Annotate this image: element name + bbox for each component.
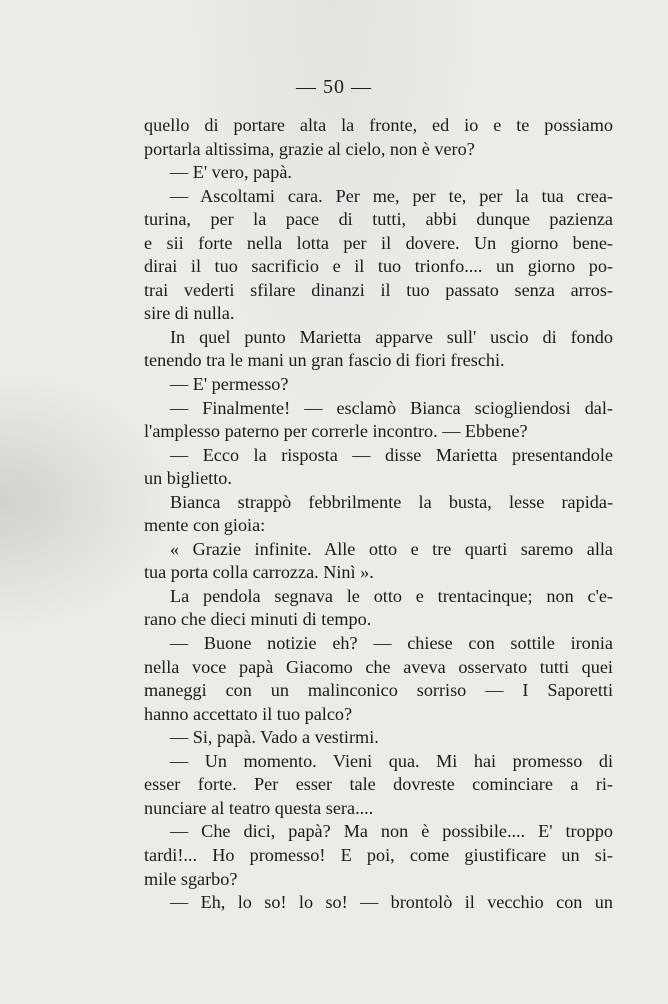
text-line: Bianca strappò febbrilmente la busta, lesse rapida-	[170, 491, 613, 512]
text-line: trai vederti sfilare dinanzi il tuo passato senza arros-	[144, 279, 613, 300]
text-line: — E' permesso?	[170, 374, 289, 395]
text-line: mile sgarbo?	[144, 868, 238, 889]
text-line: — E' vero, papà.	[170, 162, 292, 183]
text-line: nella voce papà Giacomo che aveva osservato tutti quei	[144, 656, 613, 677]
text-line: In quel punto Marietta apparve sull' uscio di fondo	[170, 326, 613, 347]
text-line: nunciare al teatro questa sera....	[144, 797, 374, 818]
text-line: turina, per la pace di tutti, abbi dunque pazienza	[144, 209, 613, 230]
text-line: — Un momento. Vieni qua. Mi hai promesso di	[170, 750, 613, 771]
text-line: l'amplesso paterno per correrle incontro. — Ebbene?	[144, 421, 528, 442]
page-number: — 50 —	[296, 76, 372, 98]
text-line: hanno accettato il tuo palco?	[144, 703, 353, 724]
text-line: tenendo tra le mani un gran fascio di fiori freschi.	[144, 350, 505, 371]
text-line: — Buone notizie eh? — chiese con sottile ironia	[170, 633, 613, 654]
text-line: — Eh, lo so! lo so! — brontolò il vecchio con un	[170, 892, 613, 913]
text-line: tua porta colla carrozza. Ninì ».	[144, 562, 374, 583]
text-line: tardi!... Ho promesso! E poi, come giustificare un si-	[144, 844, 613, 865]
text-line: quello di portare alta la fronte, ed io e te possiamo	[144, 115, 613, 135]
text-line: — Ecco la risposta — disse Marietta presentandole	[170, 444, 613, 465]
text-line: mente con gioia:	[144, 515, 266, 536]
text-line: dirai il tuo sacrificio e il tuo trionfo.... un giorno po-	[144, 256, 613, 277]
text-line: — Finalmente! — esclamò Bianca sciogliendosi dal-	[170, 397, 613, 418]
text-line: « Grazie infinite. Alle otto e tre quarti saremo alla	[170, 538, 613, 559]
text-line: — Che dici, papà? Ma non è possibile.... E' troppo	[170, 821, 613, 842]
text-line: e sii forte nella lotta per il dovere. Un giorno bene-	[144, 232, 613, 253]
text-line: esser forte. Per esser tale dovreste cominciare a ri-	[144, 774, 613, 795]
text-line: un biglietto.	[144, 468, 232, 489]
text-line: — Si, papà. Vado a vestirmi.	[170, 727, 379, 748]
text-line: rano che dieci minuti di tempo.	[144, 609, 372, 630]
text-line: sire di nulla.	[144, 303, 235, 324]
body-text	[144, 114, 613, 915]
text-line: portarla altissima, grazie al cielo, non è vero?	[144, 138, 475, 159]
text-line: — Ascoltami cara. Per me, per te, per la tua crea-	[170, 185, 613, 206]
text-line: maneggi con un malinconico sorriso — I Saporetti	[144, 680, 613, 701]
text-line: La pendola segnava le otto e trentacinque; non c'e-	[170, 585, 613, 606]
